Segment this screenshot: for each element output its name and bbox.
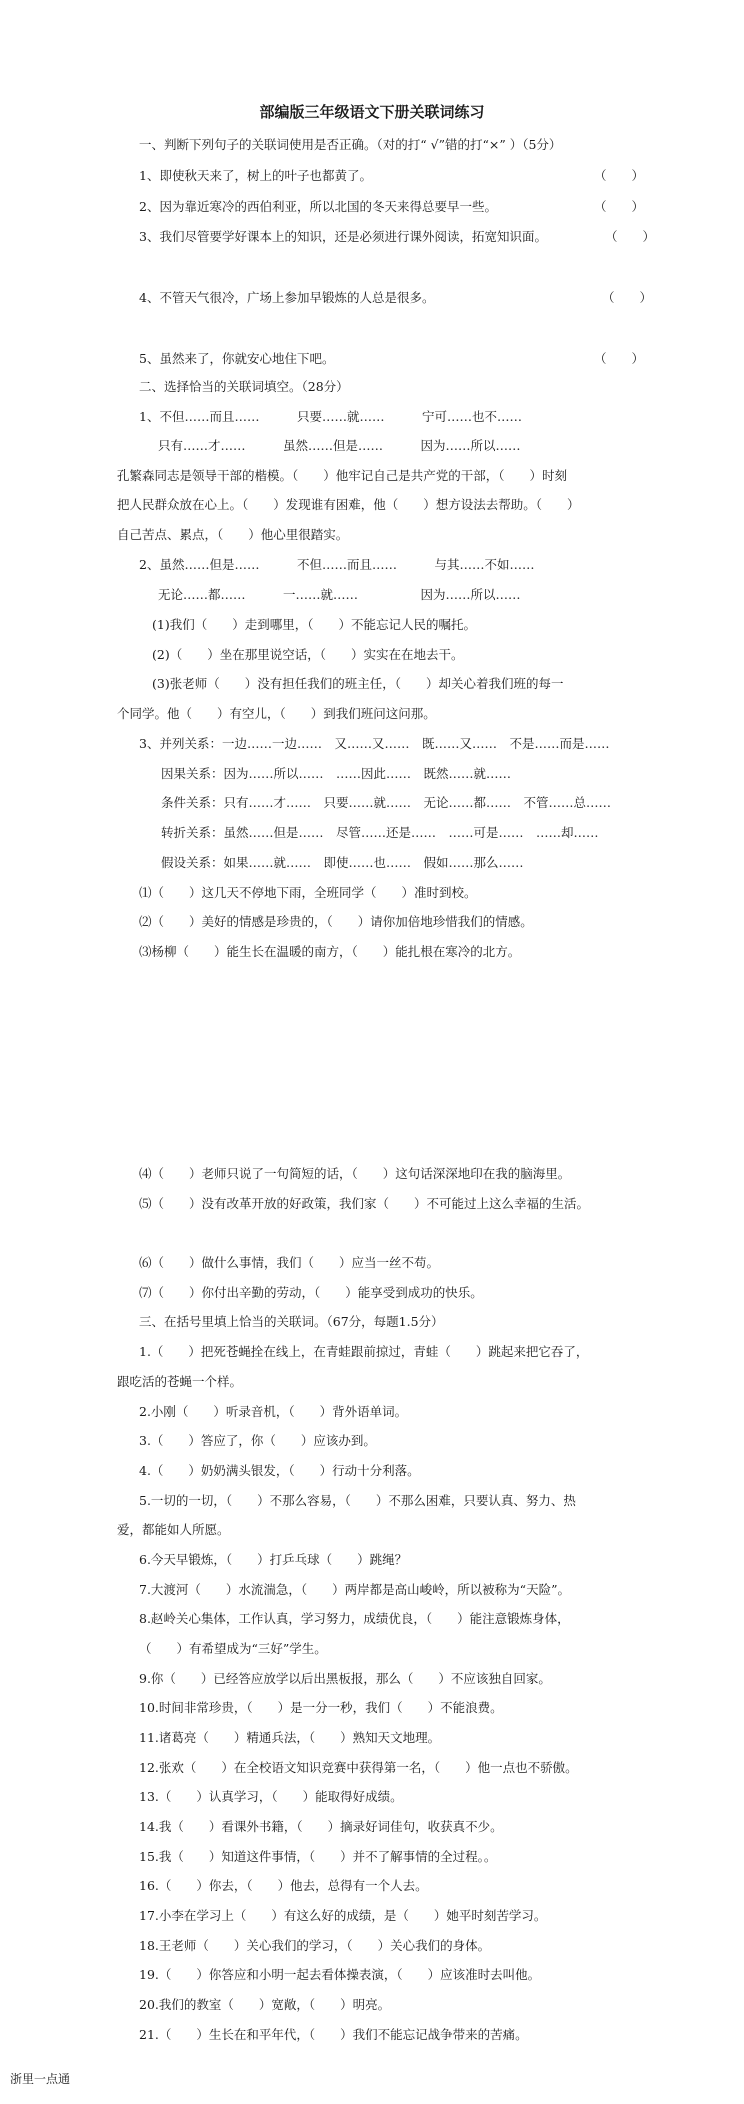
s2-q2-text-1: (1)我们（ ）走到哪里，（ ）不能忘记人民的嘱托。 — [152, 617, 476, 632]
s3-line-1: 1.（ ）把死苍蝇拴在线上，在青蛙跟前掠过，青蛙（ ）跳起来把它吞了， — [139, 1344, 589, 1359]
s2-q2-words-b: 无论……都…… 一……就…… 因为……所以…… — [158, 587, 521, 602]
s3-line-7: 爱，都能如人所愿。 — [117, 1522, 230, 1537]
s3-line-16: 13.（ ）认真学习，（ ）能取得好成绩。 — [139, 1789, 403, 1804]
s2-q2-text-4: 个同学。他（ ）有空儿，（ ）到我们班问这问那。 — [117, 706, 436, 721]
s2-q3-text-1: ⑴（ ）这几天不停地下雨，全班同学（ ）准时到校。 — [139, 885, 477, 900]
s2-q3-text-2: ⑵（ ）美好的情感是珍贵的，（ ）请你加倍地珍惜我们的情感。 — [139, 914, 533, 929]
s2-q2-text-2: (2)（ ）坐在那里说空话，（ ）实实在在地去干。 — [152, 647, 464, 662]
s2-q3-type-5: 假设关系：如果……就…… 即使……也…… 假如……那么…… — [161, 855, 524, 870]
s1-item-5: 5、虽然来了，你就安心地住下吧。 — [139, 351, 335, 366]
s3-line-23: 20.我们的教室（ ）宽敞，（ ）明亮。 — [139, 1997, 391, 2012]
section1-heading: 一、判断下列句子的关联词使用是否正确。（对的打“ √”错的打“×” ）（5分） — [139, 137, 562, 152]
page-title: 部编版三年级语文下册关联词练习 — [259, 103, 485, 121]
s2-q1-text-2: 把人民群众放在心上。（ ）发现谁有困难，他（ ）想方设法去帮助。（ ） — [117, 497, 580, 512]
s2-q2-words-a: 2、虽然……但是…… 不但……而且…… 与其……不如…… — [139, 557, 535, 572]
s3-line-17: 14.我（ ）看课外书籍，（ ）摘录好词佳句，收获真不少。 — [139, 1819, 503, 1834]
s3-line-20: 17.小李在学习上（ ）有这么好的成绩，是（ ）她平时刻苦学习。 — [139, 1908, 547, 1923]
s1-bracket-5[interactable]: （ ） — [594, 351, 645, 366]
s2-q3-type-2: 因果关系：因为……所以…… ……因此…… 既然……就…… — [161, 766, 512, 781]
s3-line-19: 16.（ ）你去，（ ）他去，总得有一个人去。 — [139, 1878, 428, 1893]
s3-line-24: 21.（ ）生长在和平年代，（ ）我们不能忘记战争带来的苦痛。 — [139, 2027, 528, 2042]
s3-line-18: 15.我（ ）知道这件事情，（ ）并不了解事情的全过程。。 — [139, 1849, 497, 1864]
s3-line-10: 8.赵岭关心集体，工作认真，学习努力，成绩优良，（ ）能注意锻炼身体， — [139, 1611, 570, 1626]
s3-line-13: 10.时间非常珍贵，（ ）是一分一秒，我们（ ）不能浪费。 — [139, 1700, 503, 1715]
s3-line-5: 4.（ ）奶奶满头银发，（ ）行动十分利落。 — [139, 1463, 420, 1478]
s2-q3-text-4: ⑷（ ）老师只说了一句简短的话，（ ）这句话深深地印在我的脑海里。 — [139, 1166, 571, 1181]
s1-item-3: 3、我们尽管要学好课本上的知识，还是必须进行课外阅读，拓宽知识面。 — [139, 229, 547, 244]
section3-heading: 三、在括号里填上恰当的关联词。（67分，每题1.5分） — [139, 1314, 444, 1329]
s2-q3-type-3: 条件关系：只有……才…… 只要……就…… 无论……都…… 不管……总…… — [161, 795, 612, 810]
footer-brand: 浙里一点通 — [10, 2072, 71, 2086]
s3-line-12: 9.你（ ）已经答应放学以后出黑板报，那么（ ）不应该独自回家。 — [139, 1671, 551, 1686]
s3-line-21: 18.王老师（ ）关心我们的学习，（ ）关心我们的身体。 — [139, 1938, 491, 1953]
s3-line-4: 3.（ ）答应了，你（ ）应该办到。 — [139, 1433, 376, 1448]
s2-q1-words-b: 只有……才…… 虽然……但是…… 因为……所以…… — [158, 438, 521, 453]
s2-q3-text-6: ⑹（ ）做什么事情，我们（ ）应当一丝不苟。 — [139, 1255, 440, 1270]
s2-q3-text-3: ⑶杨柳（ ）能生长在温暖的南方，（ ）能扎根在寒冷的北方。 — [139, 944, 521, 959]
s3-line-3: 2.小刚（ ）听录音机，（ ）背外语单词。 — [139, 1404, 408, 1419]
s1-bracket-1[interactable]: （ ） — [594, 168, 645, 183]
s2-q2-text-3: (3)张老师（ ）没有担任我们的班主任，（ ）却关心着我们班的每一 — [152, 676, 564, 691]
s1-bracket-2[interactable]: （ ） — [594, 199, 645, 214]
s1-item-2: 2、因为靠近寒冷的西伯利亚，所以北国的冬天来得总要早一些。 — [139, 199, 497, 214]
s2-q1-text-3: 自己苦点、累点，（ ）他心里很踏实。 — [117, 527, 349, 542]
section2-heading: 二、选择恰当的关联词填空。（28分） — [139, 379, 349, 394]
s2-q1-text-1: 孔繁森同志是领导干部的楷模。（ ）他牢记自己是共产党的干部，（ ）时刻 — [117, 468, 568, 483]
s3-line-8: 6.今天早锻炼，（ ）打乒乓球（ ）跳绳？ — [139, 1552, 408, 1567]
s3-line-2: 跟吃活的苍蝇一个样。 — [117, 1374, 243, 1389]
s2-q1-words-a: 1、不但……而且…… 只要……就…… 宁可……也不…… — [139, 409, 522, 424]
s3-line-9: 7.大渡河（ ）水流湍急，（ ）两岸都是高山峻岭，所以被称为“天险”。 — [139, 1582, 570, 1597]
s3-line-22: 19.（ ）你答应和小明一起去看体操表演，（ ）应该准时去叫他。 — [139, 1967, 541, 1982]
s1-item-1: 1、即使秋天来了，树上的叶子也都黄了。 — [139, 168, 372, 183]
s3-line-14: 11.诸葛亮（ ）精通兵法，（ ）熟知天文地理。 — [139, 1730, 441, 1745]
s2-q3-text-7: ⑺（ ）你付出辛勤的劳动，（ ）能享受到成功的快乐。 — [139, 1285, 483, 1300]
s1-bracket-3[interactable]: （ ） — [605, 229, 656, 244]
s2-q3-type-4: 转折关系：虽然……但是…… 尽管……还是…… ……可是…… ……却…… — [161, 825, 599, 840]
s1-item-4: 4、不管天气很冷，广场上参加早锻炼的人总是很多。 — [139, 290, 435, 305]
s2-q3-text-5: ⑸（ ）没有改革开放的好政策，我们家（ ）不可能过上这么幸福的生活。 — [139, 1196, 590, 1211]
s3-line-6: 5.一切的一切，（ ）不那么容易，（ ）不那么困难，只要认真、努力、热 — [139, 1493, 576, 1508]
s3-line-11: （ ）有希望成为“三好”学生。 — [139, 1641, 327, 1656]
s2-q3-type-1: 3、并列关系：一边……一边…… 又……又…… 既……又…… 不是……而是…… — [139, 736, 610, 751]
s3-line-15: 12.张欢（ ）在全校语文知识竞赛中获得第一名，（ ）他一点也不骄傲。 — [139, 1760, 578, 1775]
s1-bracket-4[interactable]: （ ） — [602, 290, 653, 305]
